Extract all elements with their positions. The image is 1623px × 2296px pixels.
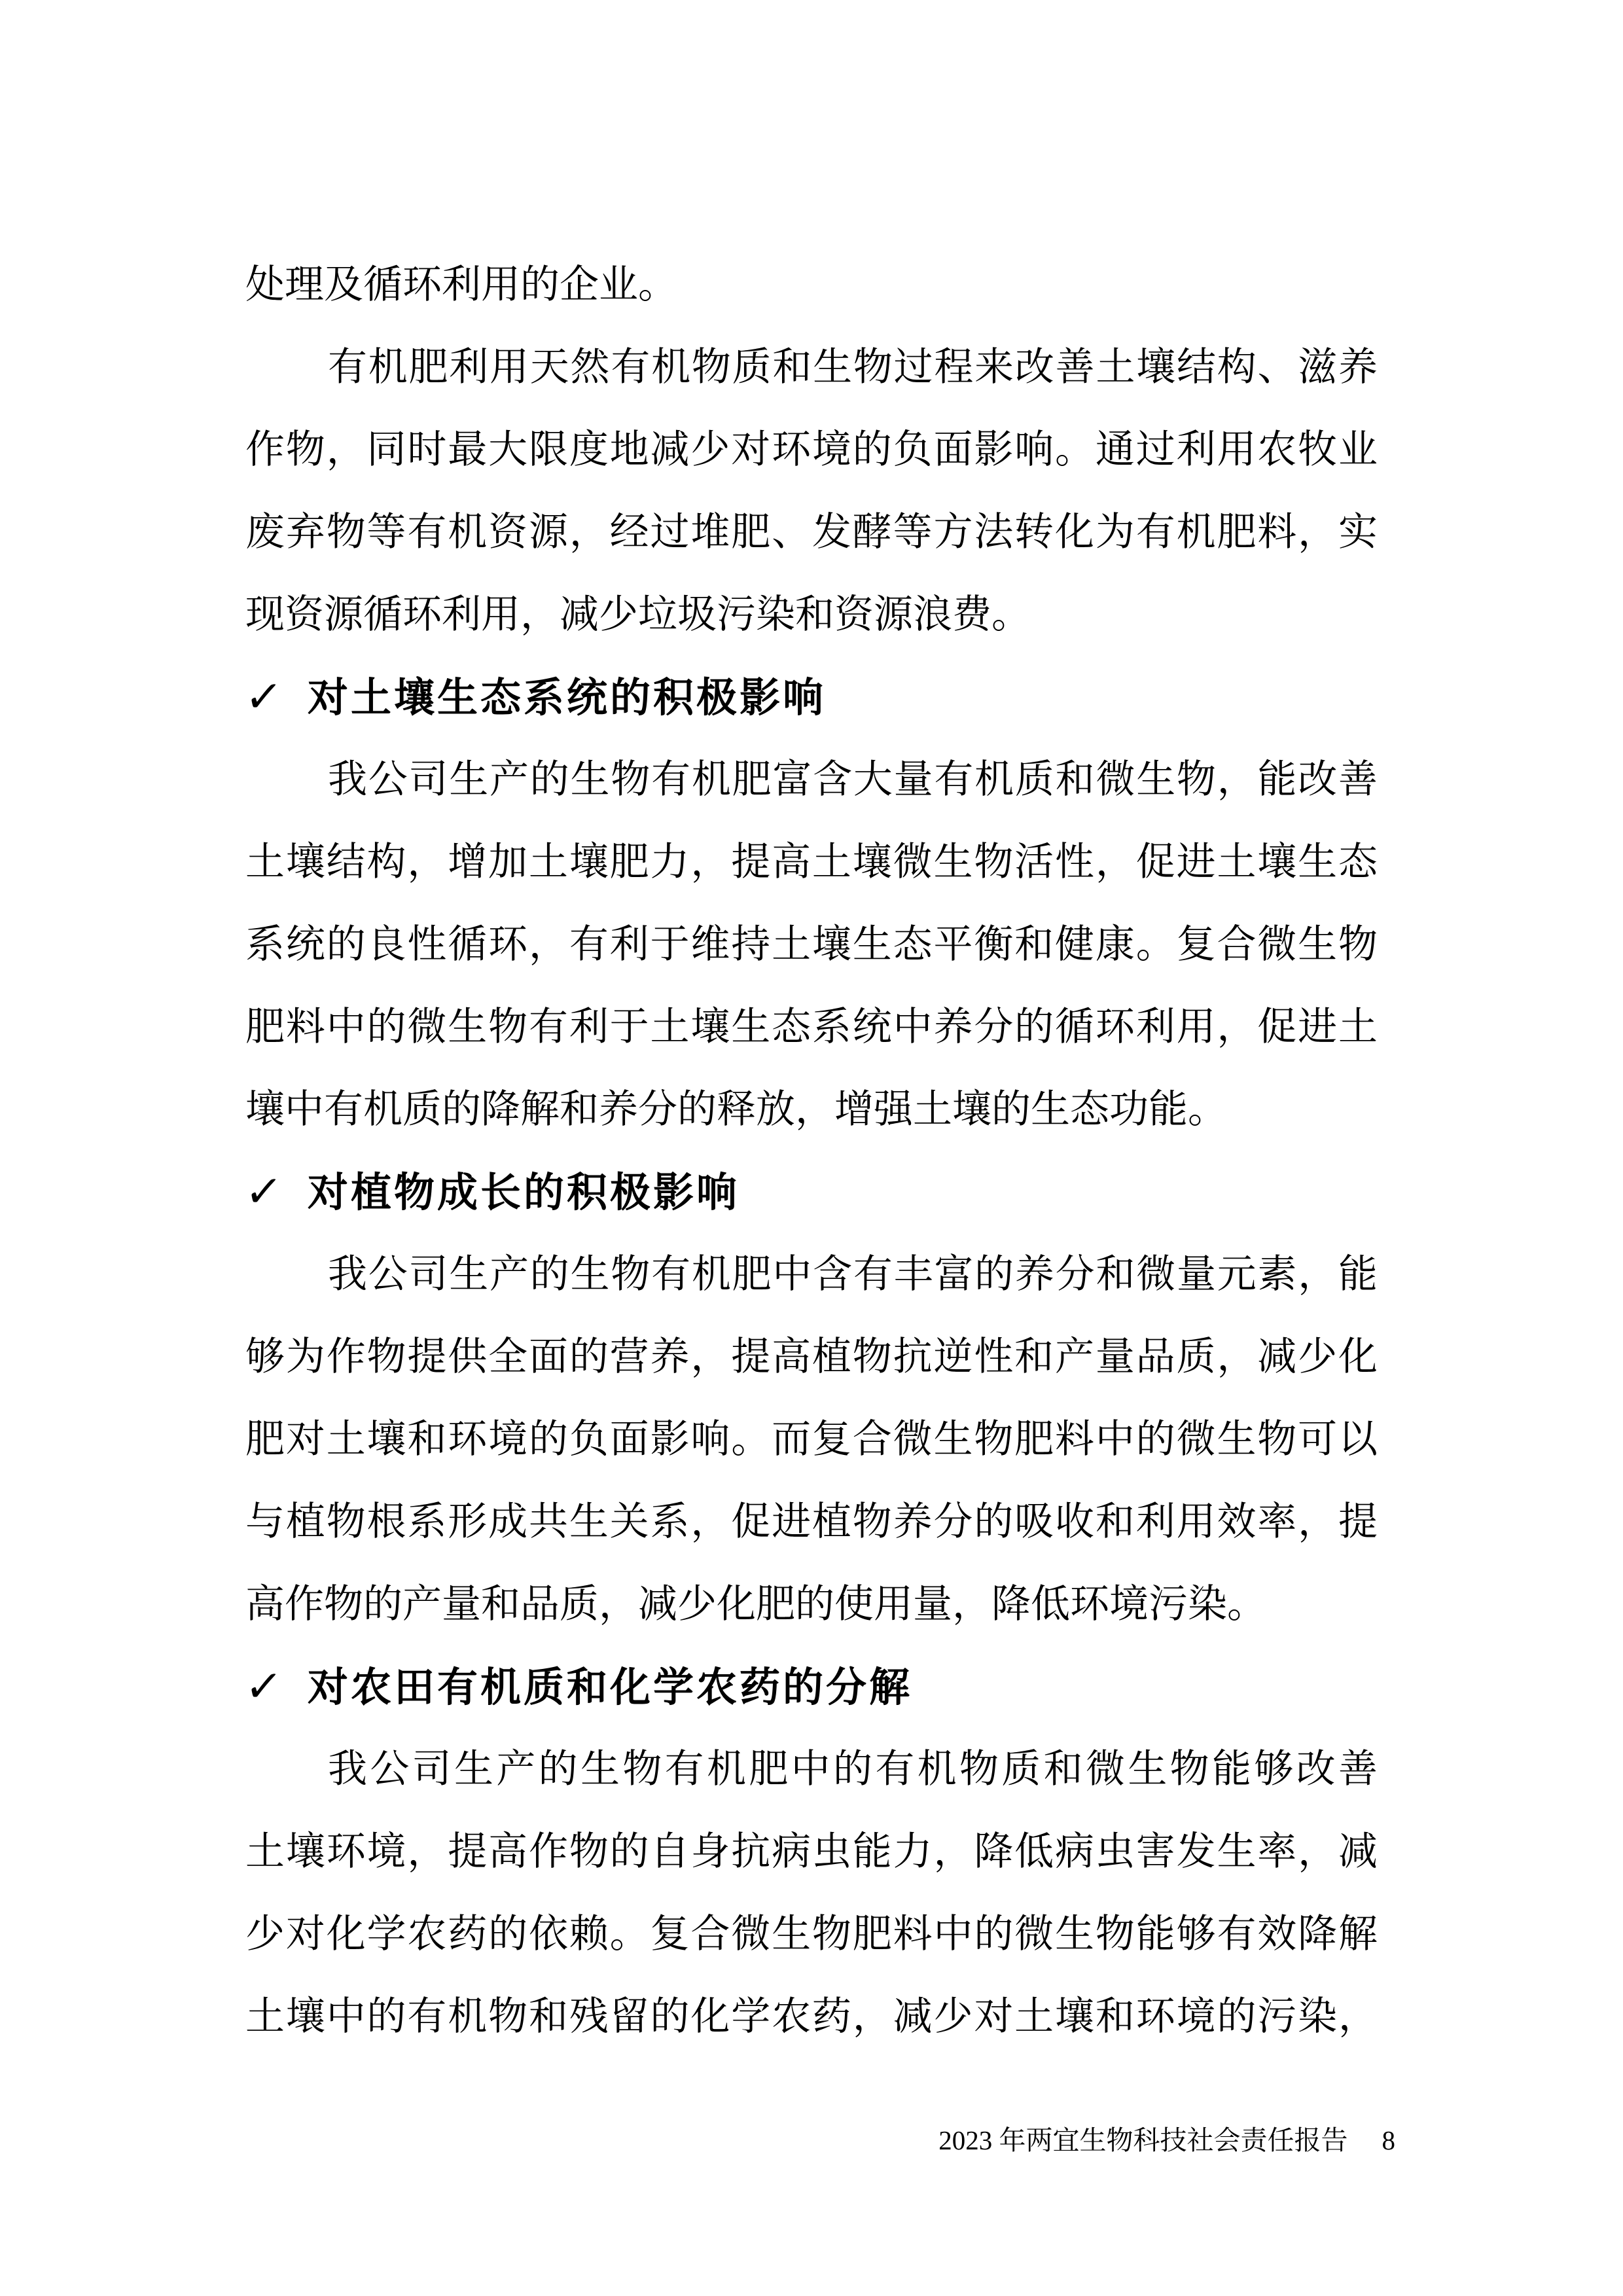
- text-line: 土壤环境，提高作物的自身抗病虫能力，降低病虫害发生率，减: [245, 1830, 1378, 1873]
- text-line: 废弃物等有机资源，经过堆肥、发酵等方法转化为有机肥料，实: [245, 511, 1378, 554]
- checkmark-icon: ✓: [243, 1166, 285, 1217]
- text-line: 系统的良性循环，有利于维持土壤生态平衡和健康。复合微生物: [245, 923, 1378, 966]
- text-line: 现资源循环利用，减少垃圾污染和资源浪费。: [245, 593, 1031, 636]
- text-line: 够为作物提供全面的营养，提高植物抗逆性和产量品质，减少化: [245, 1335, 1378, 1378]
- text-line: 肥料中的微生物有利于土壤生态系统中养分的循环利用，促进土: [245, 1005, 1378, 1049]
- text-line: 作物，同时最大限度地减少对环境的负面影响。通过利用农牧业: [245, 428, 1378, 471]
- page-footer: [938, 2121, 1395, 2160]
- text-line: 处理及循环利用的企业。: [245, 263, 677, 306]
- text-line: 壤中有机质的降解和养分的释放，增强土壤的生态功能。: [245, 1088, 1227, 1131]
- checkmark-icon: ✓: [243, 1661, 285, 1712]
- text-line: 土壤中的有机物和残留的化学农药，减少对土壤和环境的污染，: [245, 1995, 1378, 2038]
- document-body: [245, 243, 1378, 2058]
- text-line: 与植物根系形成共生关系，促进植物养分的吸收和利用效率，提: [245, 1500, 1378, 1543]
- text-line: 少对化学农药的依赖。复合微生物肥料中的微生物能够有效降解: [245, 1912, 1378, 1956]
- heading-text: 对植物成长的积极影响: [308, 1168, 740, 1216]
- text-line: 有机肥利用天然有机物质和生物过程来改善土壤结构、滋养: [328, 346, 1378, 389]
- text-line: 高作物的产量和品质，减少化肥的使用量，降低环境污染。: [245, 1583, 1266, 1626]
- section-heading: [245, 656, 1378, 738]
- footer-page-number: 8: [1382, 2125, 1395, 2155]
- checkmark-icon: ✓: [243, 672, 285, 722]
- section-heading: [245, 1645, 1378, 1728]
- text-line: 我公司生产的生物有机肥中的有机物质和微生物能够改善: [328, 1748, 1378, 1791]
- text-line: 我公司生产的生物有机肥中含有丰富的养分和微量元素，能: [328, 1253, 1378, 1296]
- text-line: 土壤结构，增加土壤肥力，提高土壤微生物活性，促进土壤生态: [245, 840, 1378, 884]
- text-line: 肥对土壤和环境的负面影响。而复合微生物肥料中的微生物可以: [245, 1418, 1378, 1461]
- heading-text: 对农田有机质和化学农药的分解: [308, 1663, 913, 1711]
- text-line: 我公司生产的生物有机肥富含大量有机质和微生物，能改善: [328, 758, 1378, 801]
- footer-report-title: 2023 年两宜生物科技社会责任报告: [938, 2125, 1348, 2155]
- section-heading: [245, 1151, 1378, 1233]
- heading-text: 对土壤生态系统的积极影响: [308, 673, 827, 721]
